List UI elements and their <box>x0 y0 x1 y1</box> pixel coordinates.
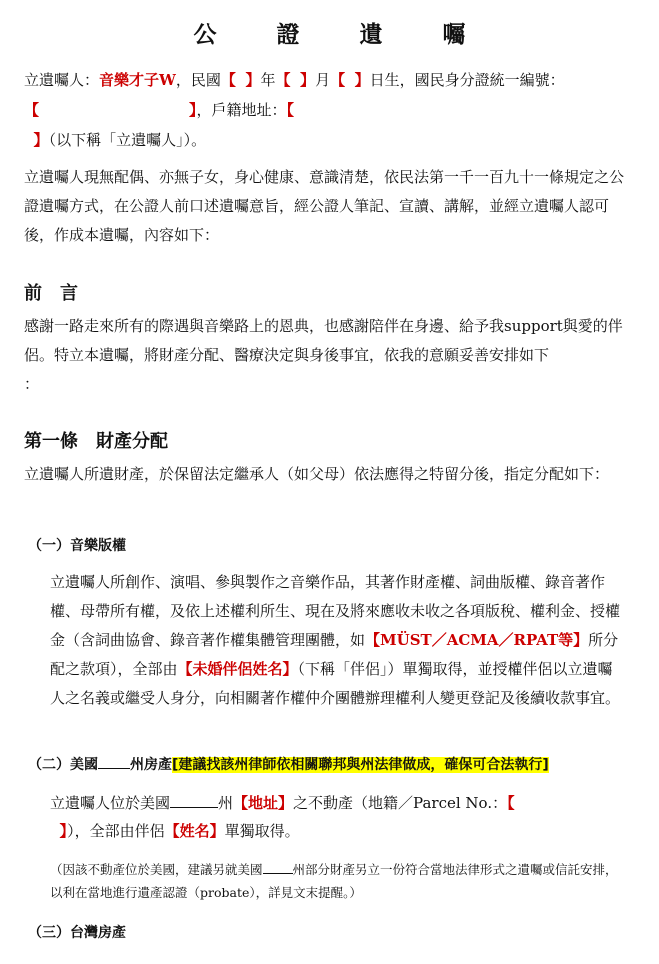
status-paragraph: 立遺囑人現無配偶、亦無子女，身心健康、意識清楚，依民法第一千一百九十一條規定之公證遺囑方式，在公證人前口述遺囑意旨，經公證人筆記、宣讀、講解，並經立遺囑人認可後，作成本遺囑，內容如下： <box>24 168 625 244</box>
preface-heading: 前 言 <box>24 283 78 304</box>
name-placeholder: 【姓名】 <box>164 822 225 840</box>
article1-heading: 第一條 財產分配 <box>24 431 168 452</box>
testator-label: 立遺囑人： <box>24 71 100 89</box>
testator-info <box>24 65 624 155</box>
sec2-text-c: 之不動產（地籍／Parcel No.： <box>293 794 508 812</box>
preface-body <box>24 312 624 399</box>
sec2-heading-a: （二）美國 <box>28 757 98 773</box>
sec2-text-b: 州 <box>218 794 234 812</box>
state-blank-3 <box>263 861 293 874</box>
sec2-body <box>50 789 622 845</box>
preface-text: 感謝一路走來所有的際遇與音樂路上的恩典，也感謝陪伴在身邊、給予我support與愛的伴侶。特立本遺囑，將財產分配、醫療決定與身後事宜，依我的意願妥善安排如下 <box>24 317 623 364</box>
lawyer-advice-highlight: [建議找該州律師依相關聯邦與州法律做成，確保可合法執行] <box>172 757 549 773</box>
year-bracket-close: 】 <box>245 71 261 89</box>
sec1-body <box>50 568 622 713</box>
sec1-heading: （一）音樂版權 <box>28 538 126 554</box>
address-placeholder: 【地址】 <box>233 794 294 812</box>
residence-bracket-close: 】 <box>33 131 49 149</box>
testator-name: 音樂才子W <box>99 71 176 89</box>
preface-colon: ： <box>24 375 40 393</box>
year-label: 年 <box>260 71 276 89</box>
sec1-text-a: 立遺囑人所創作、演唱、參與製作之音樂作品，其著作財產權、詞曲版權、錄音著作權、母帶所有權，及依上述權利所生、現在及將來應收未收之各項版稅、權利金、授權金（含詞曲協會、錄音著作權集體管理團體，如 <box>50 573 621 649</box>
sec1-text-b: 所分配之款項），全部由 <box>50 631 619 678</box>
id-bracket-close: 】 <box>189 101 197 119</box>
sec2-heading-b: 州房產 <box>130 757 172 773</box>
residence-label: ，戶籍地址： <box>196 101 287 119</box>
day-bracket-open: 【 <box>330 71 346 89</box>
month-label: 月 <box>315 71 331 89</box>
sec2-heading <box>28 754 549 774</box>
state-blank <box>98 754 130 769</box>
sec2-text-e: 單獨取得。 <box>224 822 300 840</box>
sec2-text-a: 立遺囑人位於美國 <box>50 794 171 812</box>
residence-bracket-open: 【 <box>286 101 295 119</box>
collecting-orgs: 【MÜST／ACMA／RPAT等】 <box>365 631 589 649</box>
day-bracket-close: 】 <box>354 71 370 89</box>
era-prefix: ，民國 <box>175 71 221 89</box>
note-text-b: 州部分財產另立一份符合當地法律形式之遺囑或信託安排，以利在當地進行遺產認證（probate），詳見文末提醒。） <box>50 862 618 900</box>
parcel-bracket-close: 】 <box>59 822 68 840</box>
partner-name-placeholder: 【未婚伴侶姓名】 <box>177 660 298 678</box>
alias-text: （以下稱「立遺囑人」）。 <box>48 131 207 149</box>
year-bracket-open: 【 <box>220 71 236 89</box>
article1-body: 立遺囑人所遺財產，於保留法定繼承人（如父母）依法應得之特留分後，指定分配如下： <box>24 465 610 483</box>
month-bracket-close: 】 <box>300 71 316 89</box>
sec3-heading: （三）台灣房產 <box>28 925 126 941</box>
note-text-a: （因該不動產位於美國，建議另就美國 <box>50 862 263 877</box>
id-bracket-open: 【 <box>24 101 40 119</box>
sec1-text-c: （下稱「伴侶」）單獨取得，並授權伴侶以立遺囑人之名義或繼受人身分，向相關著作權仲介團體辦理權利人變更登記及後續收款事宜。 <box>50 660 621 707</box>
parcel-bracket-open: 【 <box>507 794 515 812</box>
page-title: 公 證 遺 囑 <box>193 22 492 48</box>
id-label: 日生，國民身分證統一編號： <box>369 71 565 89</box>
sec2-text-d: ），全部由伴侶 <box>67 822 165 840</box>
state-blank-2 <box>170 793 218 808</box>
month-bracket-open: 【 <box>275 71 291 89</box>
sec2-note <box>50 858 630 904</box>
